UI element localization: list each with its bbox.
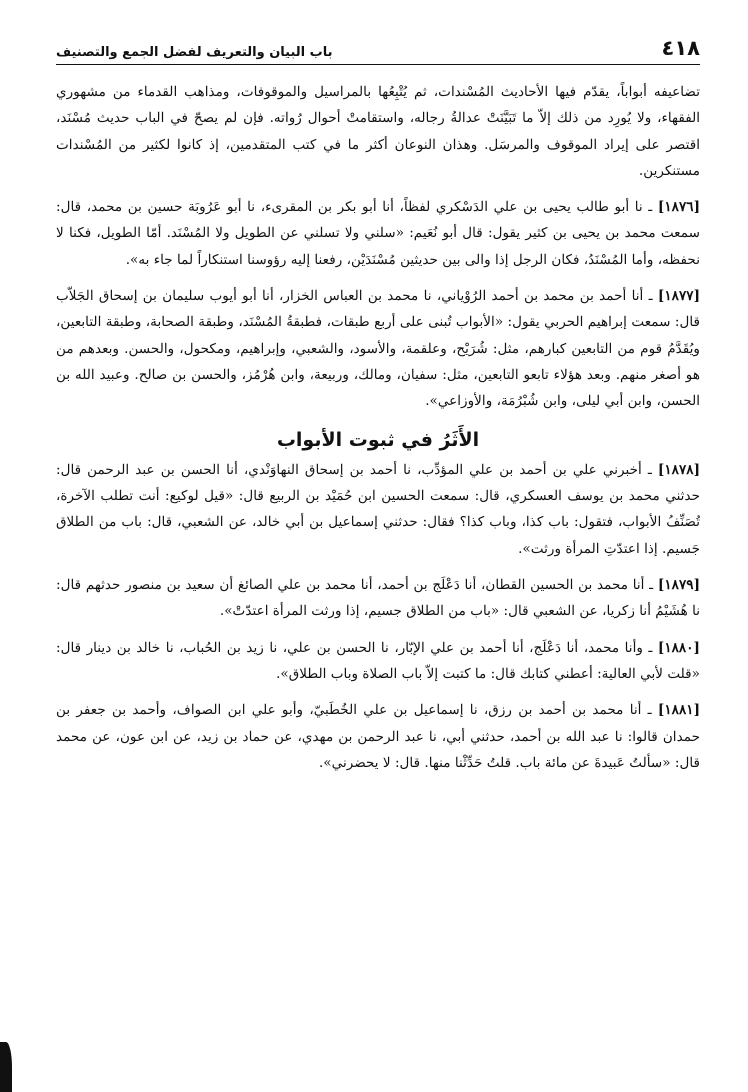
entry-number: [١٨٧٨] [657, 461, 700, 478]
entry-number: [١٨٨٠] [657, 639, 700, 656]
entry-number: [١٨٨١] [657, 702, 700, 719]
section-heading: الأَثَرُ في ثبوت الأبواب [276, 428, 480, 451]
entry-text: ـ نا أبو طالب يحيى بن علي الدَسْكري لفظاً، أنا أبو بكر بن المقرىء، نا أبو عَرُوبَة حسين بن محمد، قال: سمعت محمد بن يحيى بن كثير يقول: قال أبو نُعَيم: «سلني ولا تسلني عن الطويل ولا المُسْنَد. أمّا الطويل، فكنا لا نحفظه، وأما المُسْنَدُ، فكان الرجل إذا والى بين حديثين مُسْنَدَيْن، رفعنا إليه رؤوسنا استنكاراً لما جاء به». [56, 199, 700, 268]
entry-text: ـ أنا محمد بن أحمد بن رزق، نا إسماعيل بن علي الخُطَبيّ، وأبو علي ابن الصواف، وأحمد بن جعفر بن حمدان قالوا: نا عبد الله بن أحمد، حدثني أبي، نا عبد الرحمن بن مهدي، عن حماد بن زيد، عن ابن عون، عن محمد قال: «سألتُ عَبيدةَ عن مائة باب. قلتُ حَدِّثْنا منها. قال: لا يحضرني». [56, 702, 700, 771]
hadith-entry-1877 [56, 283, 700, 414]
page-number: ٤١٨ [661, 36, 700, 60]
hadith-entry-1876 [56, 194, 700, 273]
page-body [56, 79, 700, 776]
entry-number: [١٨٧٧] [657, 288, 700, 305]
entry-text: ـ وأنا محمد، أنا دَعْلَج، أنا أحمد بن علي الإبّار، نا الحسن بن علي، نا زيد بن الحُباب، نا خالد بن دينار قال: «قلت لأبي العالية: أعطني كتابك قال: ما كتبت إلاّ باب الصلاة وباب الطلاق». [56, 639, 700, 682]
hadith-entry-1881 [56, 697, 700, 776]
running-head-title: باب البيان والتعريف لفضل الجمع والتصنيف [56, 45, 333, 60]
entry-text: ـ أخبرني علي بن أحمد بن علي المؤدِّب، نا أحمد بن إسحاق النهاوَنْدي، أنا الحسن بن عبد الرحمن قال: حدثني محمد بن يوسف العسكري، قال: سمعت الحسين ابن حُمَيْد بن الربيع قال: «قيل لوكيع: أنت تطلب الآخرة، تُصَنِّفُ الأبواب، فتقول: باب كذا، وباب كذا؟ فقال: حدثني إسماعيل بن أبي خالد، عن الشعبي، قال: باب من الطلاق جَسيم. إذا اعتدّتِ المرأة ورثت». [56, 461, 700, 557]
hadith-entry-1879 [56, 572, 700, 625]
entry-text: ـ أنا أحمد بن محمد بن أحمد الرُوْياني، نا محمد بن العباس الخزار، أنا أبو أيوب سليمان بن إسحاق الجَلاّب قال: سمعت إبراهيم الحربي يقول: «الأبواب تُبنى على أربع طبقات، فطبقةُ المُسْنَد، وطبقة الصحابة، وطبقة التابعين، ويُقَدَّمُ قوم من التابعين كبارهم، مثل: شُرَيْح، وعلقمة، والأسود، والشعبي، وإبراهيم، ومكحول، والحسن. وبعدهم من هو أصغر منهم. وبعد هؤلاء تابعو التابعين، مثل: سفيان، ومالك، وربيعة، وابن هُرْمُز، والحسن بن صالح. وعبيد الله بن الحسن، وابن أبي ليلى، وابن شُبْرُمَة، والأوزاعي». [56, 288, 700, 410]
hadith-entry-1880 [56, 635, 700, 688]
scan-edge-shadow [0, 1042, 12, 1092]
running-head [56, 36, 700, 65]
intro-text: تضاعيفه أبواباً، يقدّم فيها الأحاديث المُسْندات، ثم يُتْبِعُها بالمراسيل والموقوفات، ومذاهب القدماء من مشهوري الفقهاء، ولا يُورِد من ذلك إلاّ ما تَبَيَّنَتْ عدالةُ رجاله، واستقامتْ أحوال رُواته. فإن لم يصحّ في الباب حديث مُسْنَد، اقتصر على إيراد الموقوف والمرسَل. [56, 84, 701, 153]
hadith-entry-1878 [56, 457, 700, 562]
intro-paragraph [56, 79, 700, 184]
intro-text: وهذان النوعان أكثر ما في كتب المتقدمين، إذ كانوا لكثير من المُسْندات مستنكرين. [56, 136, 700, 179]
entry-number: [١٨٧٦] [657, 199, 700, 216]
entry-number: [١٨٧٩] [657, 577, 700, 594]
entry-text: ـ أنا محمد بن الحسين القطان، أنا دَعْلَج بن أحمد، أنا محمد بن علي الصائغ أن سعيد بن منصور حدثهم قال: نا هُشَيْمُ أنا زكريا، عن الشعبي قال: «باب من الطلاق جسيم، إذا ورثت المرأة اعتدّتْ». [56, 577, 700, 620]
